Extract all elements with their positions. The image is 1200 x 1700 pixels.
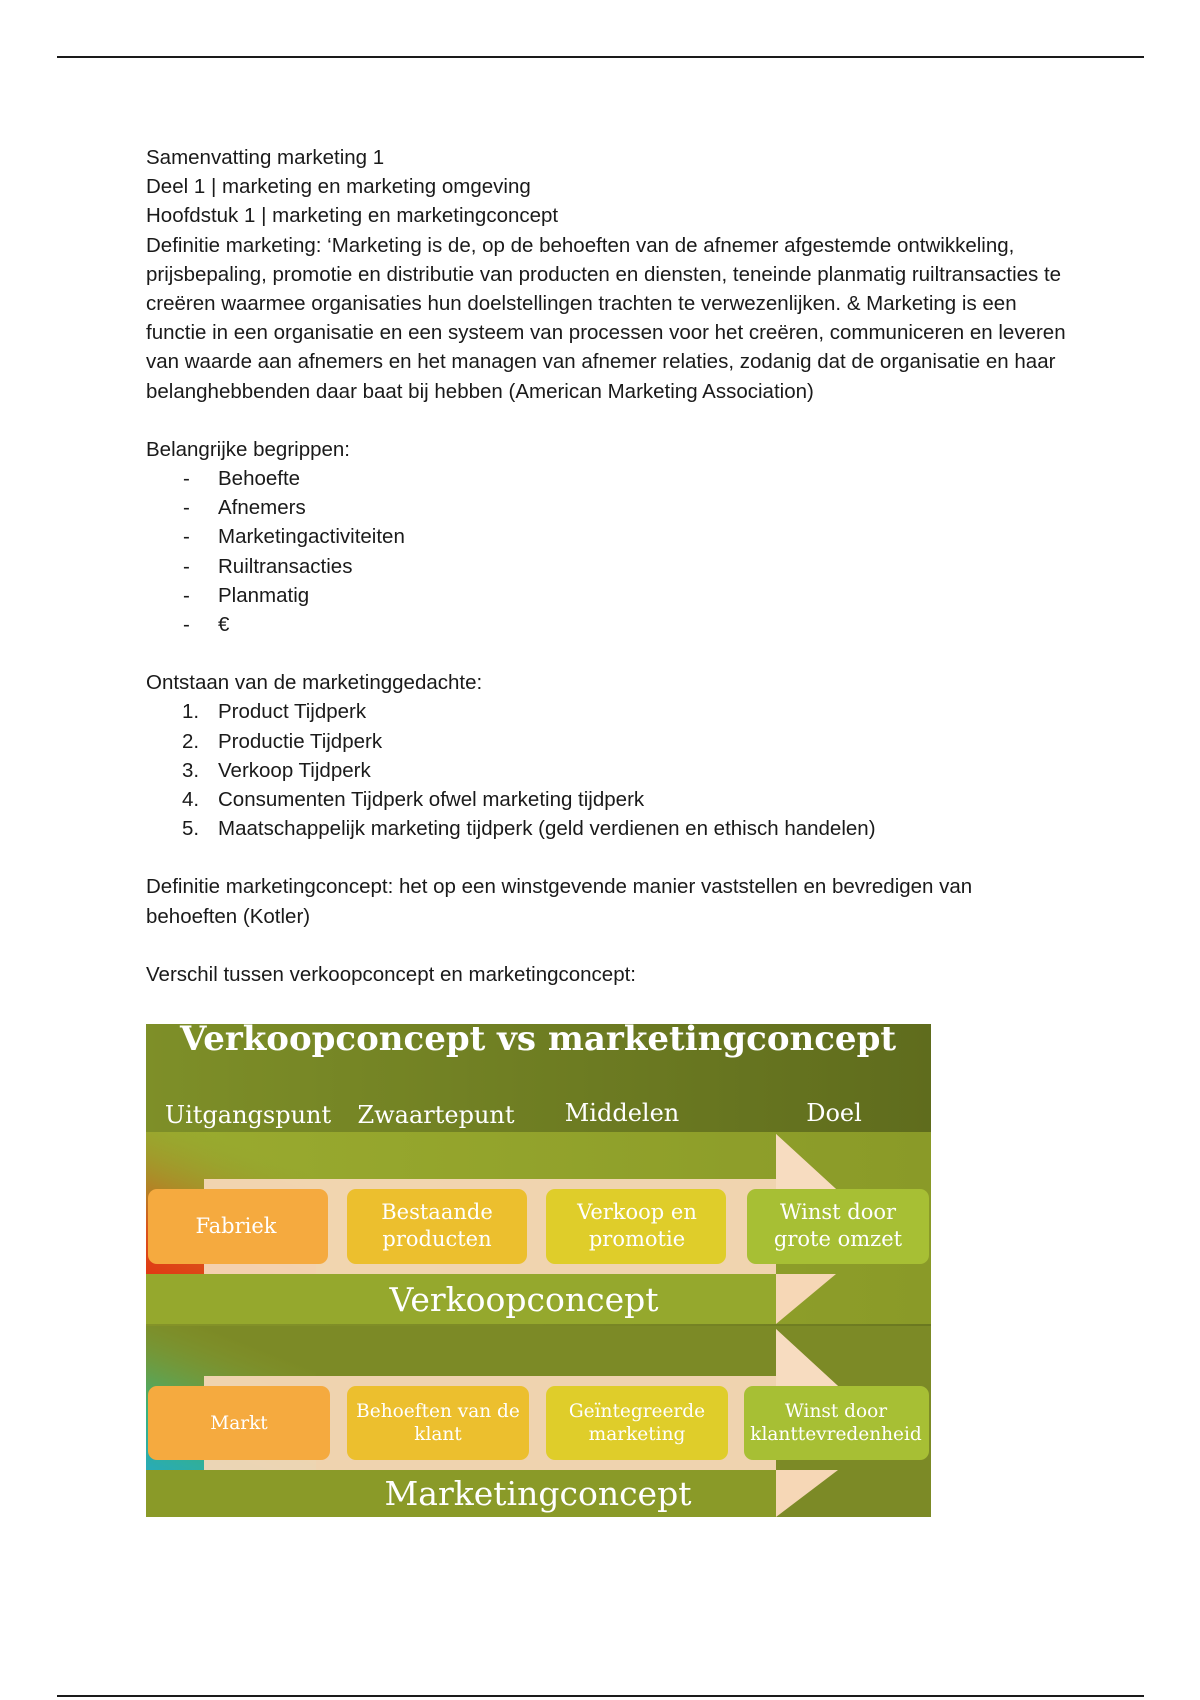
marketing-box-text: Geïntegreerde xyxy=(568,1401,706,1422)
list-item xyxy=(146,756,1066,785)
marketing-box-4 xyxy=(744,1386,929,1460)
list-number: 4. xyxy=(182,788,200,812)
sales-box-text: grote omzet xyxy=(773,1227,903,1251)
concepts-list xyxy=(146,464,1066,639)
list-item: - € xyxy=(146,610,1066,639)
marketing-box-text: Behoeften van de xyxy=(356,1401,520,1422)
marketing-box-text: marketing xyxy=(588,1424,686,1445)
list-item: - Ruiltransacties xyxy=(146,552,1066,581)
list-number: 2. xyxy=(182,729,200,753)
footer-rule xyxy=(57,1695,1144,1697)
marketing-box-text: klanttevredenheid xyxy=(750,1424,922,1445)
column-label: Doel xyxy=(806,1099,862,1127)
sales-box-text: Fabriek xyxy=(195,1214,277,1238)
sales-concept-label: Verkoopconcept xyxy=(389,1280,659,1319)
list-item: - Planmatig xyxy=(146,581,1066,610)
sales-box-text: Winst door xyxy=(779,1200,897,1224)
definition-marketing: Definitie marketing: ‘Marketing is de, op de behoeften van de afnemer afgestemde ontwikkeling, prijsbepaling, promotie en distributie van producten en diensten, teneinde planmatig ruiltransacties te creëren waarmee organisaties hun doelstellingen trachten te verwezenlijken. & Marketing is een functie in een organisatie en een systeem van processen voor het creëren, communiceren en leveren van waarde aan afnemers en het managen van afnemer relaties, zodanig dat de organisatie en haar belanghebbenden daar baat bij hebben (American Marketing Association) xyxy=(146,233,1066,403)
list-text: Maatschappelijk marketing tijdperk (geld verdienen en ethisch handelen) xyxy=(218,817,876,841)
document-title: Samenvatting marketing 1 xyxy=(146,146,385,169)
marketing-box-text: klant xyxy=(414,1424,462,1445)
marketing-box-text: Winst door xyxy=(784,1401,888,1422)
column-label: Middelen xyxy=(564,1099,680,1127)
list-number: 1. xyxy=(182,700,200,724)
document-body xyxy=(146,143,1066,989)
part-heading: Deel 1 | marketing en marketing omgeving xyxy=(146,175,531,199)
list-item xyxy=(146,814,1066,843)
sales-concept-section xyxy=(146,1132,931,1324)
list-text: Consumenten Tijdperk ofwel marketing tijdperk xyxy=(218,788,645,812)
chapter-heading: Hoofdstuk 1 | marketing en marketingconcept xyxy=(146,204,559,228)
marketing-box-3 xyxy=(546,1386,728,1460)
list-item: - Afnemers xyxy=(146,493,1066,522)
list-item: - Marketingactiviteiten xyxy=(146,522,1066,551)
list-text: Product Tijdperk xyxy=(218,700,367,724)
marketing-box-2 xyxy=(347,1386,529,1460)
list-item xyxy=(146,727,1066,756)
difference-heading: Verschil tussen verkoopconcept en marketingconcept: xyxy=(146,962,636,986)
list-number: 3. xyxy=(182,758,200,782)
list-item xyxy=(146,697,1066,726)
sales-box-text: promotie xyxy=(588,1227,686,1251)
eras-list xyxy=(146,697,1066,843)
origin-heading: Ontstaan van de marketinggedachte: xyxy=(146,671,483,695)
column-label: Zwaartepunt xyxy=(357,1101,515,1129)
header-rule xyxy=(57,56,1144,58)
list-item: - Behoefte xyxy=(146,464,1066,493)
sales-box-text: producten xyxy=(382,1227,492,1251)
sales-box-text: Verkoop en xyxy=(577,1200,697,1224)
marketing-box-text: Markt xyxy=(210,1413,268,1434)
marketing-concept-label: Marketingconcept xyxy=(384,1474,692,1513)
sales-box-text: Bestaande xyxy=(381,1200,493,1224)
diagram-title: Verkoopconcept vs marketingconcept xyxy=(179,1024,897,1059)
concept-comparison-diagram xyxy=(146,1024,931,1517)
concepts-heading: Belangrijke begrippen: xyxy=(146,437,350,461)
list-text: Verkoop Tijdperk xyxy=(218,758,371,782)
list-item xyxy=(146,785,1066,814)
definition-concept: Definitie marketingconcept: het op een winstgevende manier vaststellen en bevredigen van behoeften (Kotler) xyxy=(146,875,973,928)
list-number: 5. xyxy=(182,817,200,841)
column-label: Uitgangspunt xyxy=(164,1101,332,1129)
list-text: Productie Tijdperk xyxy=(218,729,383,753)
marketing-concept-section xyxy=(146,1326,931,1517)
